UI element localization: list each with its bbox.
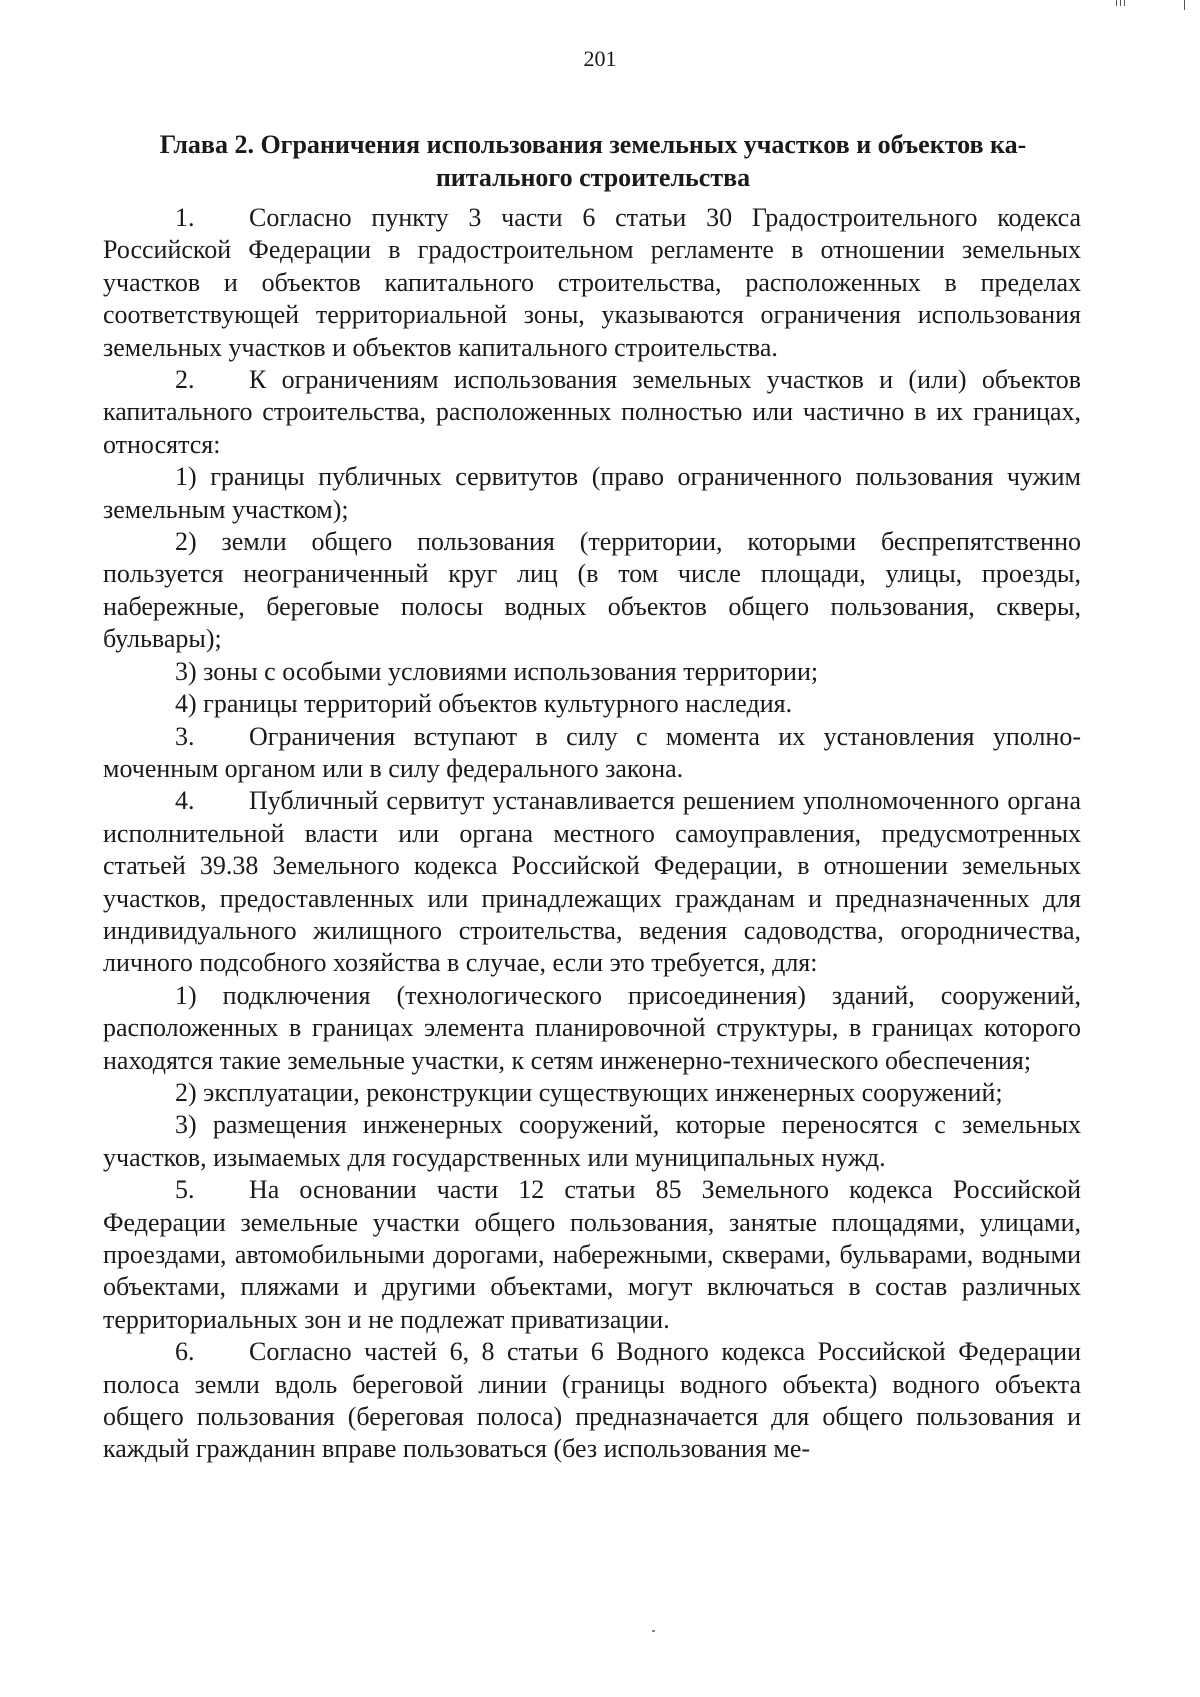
paragraph-number: 1. — [175, 203, 195, 232]
page-number: 201 — [583, 46, 617, 71]
list-item-4-3 — [103, 1109, 1081, 1174]
list-item-4-2 — [103, 1077, 1081, 1109]
paragraph-5 — [103, 1174, 1081, 1336]
paragraph-3 — [103, 721, 1081, 786]
paragraph-text: На основании части 12 статьи 85 Земельного кодекса Российской Федерации земельные участки общего пользования, занятые площадями, улицами, проездами, автомобильными дорогами, набережными, скверами, бульварами, водными объектами, пляжами и другими объектами, могут включаться в состав различных территориальных зон и не подлежат приватизации. — [103, 1175, 1081, 1334]
scan-corner-mark — [1096, 0, 1186, 10]
paragraph-text: Ограничения вступают в силу с момента их установления уполномоченным органом или в силу федерального закона. — [103, 721, 1081, 783]
paragraph-text: Публичный сервитут устанавливается решением уполномоченного органа исполнительной власти или органа местного самоуправления, предусмотренных статьей 39.38 Земельного кодекса Российской Федерации, в отношении земельных участков, предоставленных или принадлежащих гражданам и предназначенных для индивидуального жилищного строительства, ведения садоводства, огородничества, личного подсобного хозяйства в случае, если это требуется, для: — [103, 786, 1081, 978]
list-item-text: 2) эксплуатации, реконструкции существующих инженерных сооружений; — [175, 1077, 1003, 1107]
paragraph-6 — [103, 1336, 1081, 1466]
paragraph-text: К ограничениям использования земельных участков и (или) объектов капитального строительства, расположенных полностью или частично в их границах, относятся: — [103, 365, 1081, 459]
paragraph-text: Согласно частей 6, 8 статьи 6 Водного кодекса Российской Федерации полоса земли вдоль береговой линии (границы водного объекта) водного объекта общего пользования (береговая полоса) предназначается для общего пользования и каждый гражданин вправе пользоваться (без использования ме- — [103, 1337, 1081, 1464]
list-item-2-3 — [103, 656, 1081, 688]
list-item-2-4 — [103, 688, 1081, 720]
list-item-text: 3) зоны с особыми условиями использования территории; — [175, 656, 819, 686]
paragraph-2 — [103, 364, 1081, 461]
document-body — [103, 202, 1081, 1466]
paragraph-number: 3. — [175, 721, 195, 751]
scan-speck — [652, 1630, 655, 1632]
list-item-4-1 — [103, 980, 1081, 1077]
paragraph-1 — [103, 202, 1081, 364]
list-item-text: 3) размещения инженерных сооружений, которые переносятся с земельных участков, изымаемых для государственных или муниципальных нужд. — [103, 1110, 1081, 1172]
paragraph-number: 4. — [175, 786, 195, 816]
list-item-text: 1) границы публичных сервитутов (право ограниченного пользования чужим земельным участком); — [103, 462, 1081, 524]
list-item-text: 2) земли общего пользования (территории, которыми беспрепятственно пользуется неограниченный круг лиц (в том числе площади, улицы, проезды, набережные, береговые полосы водных объектов общего пользования, скверы, бульвары); — [103, 527, 1081, 654]
list-item-text: 1) подключения (технологического присоединения) зданий, сооружений, расположенных в границах элемента планировочной структуры, в границах которого находятся такие земельные участки, к сетям инженерно-технического обеспечения; — [103, 980, 1081, 1075]
paragraph-number: 6. — [175, 1337, 195, 1367]
list-item-2-2 — [103, 526, 1081, 656]
chapter-title: Глава 2. Ограничения использования земельных участков и объектов капитального строительства — [159, 130, 1027, 192]
paragraph-text: Согласно пункту 3 части 6 статьи 30 Градостроительного кодекса Российской Федерации в градостроительном регламенте в отношении земельных участков и объектов капитального строительства, расположенных в пределах соответствующей территориальной зоны, указываются ограничения использования земельных участков и объектов капитального строительства. — [103, 203, 1081, 362]
list-item-text: 4) границы территорий объектов культурного наследия. — [175, 689, 793, 719]
paragraph-number: 5. — [175, 1175, 195, 1205]
paragraph-number: 2. — [175, 365, 195, 395]
paragraph-4 — [103, 785, 1081, 979]
list-item-2-1 — [103, 461, 1081, 526]
